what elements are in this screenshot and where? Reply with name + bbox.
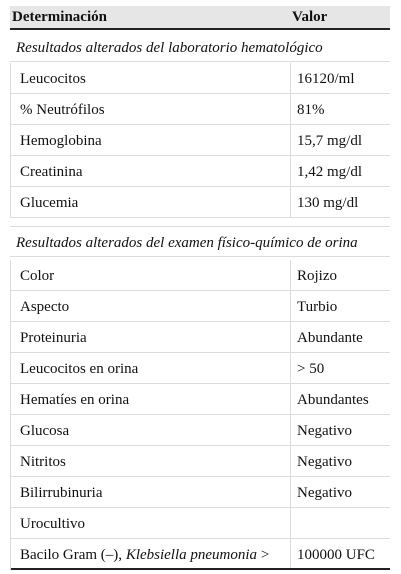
section-title-orina xyxy=(10,227,390,257)
row-name: Urocultivo xyxy=(20,516,85,532)
table-row xyxy=(10,322,390,353)
row-name: Proteinuria xyxy=(20,330,87,346)
header-valor: Valor xyxy=(292,9,328,25)
table-header xyxy=(10,6,390,30)
row-value: Turbio xyxy=(297,299,338,315)
row-name: Creatinina xyxy=(20,164,83,180)
section-title-text: Resultados alterados del laboratorio hematológico xyxy=(16,40,323,56)
section-spacer xyxy=(10,218,390,227)
table-row xyxy=(10,94,390,125)
section-title-text: Resultados alterados del examen físico-químico de orina xyxy=(16,235,358,251)
header-determinacion: Determinación xyxy=(12,9,107,25)
row-value: 1,42 mg/dl xyxy=(297,164,363,180)
row-value: 130 mg/dl xyxy=(297,195,359,211)
row-name: Glucemia xyxy=(20,195,79,211)
table-row xyxy=(10,260,390,291)
row-value: 15,7 mg/dl xyxy=(297,133,363,149)
table-row-last xyxy=(10,539,390,570)
row-name: Hemoglobina xyxy=(20,133,102,149)
table-row xyxy=(10,384,390,415)
table-row xyxy=(10,63,390,94)
row-value: 81% xyxy=(297,102,325,118)
table-row xyxy=(10,125,390,156)
row-value: > 50 xyxy=(297,361,325,377)
table-row xyxy=(10,187,390,218)
row-value: Rojizo xyxy=(297,268,337,284)
table-row xyxy=(10,477,390,508)
row-name: Leucocitos xyxy=(20,71,86,87)
row-value: Negativo xyxy=(297,485,352,501)
row-name xyxy=(20,547,269,564)
section-title-hematologico xyxy=(10,32,390,62)
table-row xyxy=(10,353,390,384)
table-row xyxy=(10,415,390,446)
row-value: Abundante xyxy=(297,330,363,346)
row-name-suffix: > xyxy=(257,547,270,563)
row-value: Negativo xyxy=(297,454,352,470)
row-name-organism: Klebsiella pneumonia xyxy=(125,547,258,563)
table-row xyxy=(10,508,390,539)
row-name-prefix: Bacilo Gram (–), xyxy=(20,547,126,563)
row-name: Leucocitos en orina xyxy=(20,361,139,377)
row-name: Hematíes en orina xyxy=(20,392,130,408)
row-name: Bilirrubinuria xyxy=(20,485,103,501)
table-row xyxy=(10,446,390,477)
row-name: Color xyxy=(20,268,55,284)
row-name: Glucosa xyxy=(20,423,70,439)
row-value: Abundantes xyxy=(297,392,369,408)
row-name: % Neutrófilos xyxy=(20,102,105,118)
row-value: Negativo xyxy=(297,423,352,439)
row-name: Aspecto xyxy=(20,299,70,315)
table-row xyxy=(10,291,390,322)
row-value: 100000 UFC xyxy=(297,547,375,563)
row-value: 16120/ml xyxy=(297,71,355,87)
table-row xyxy=(10,156,390,187)
row-name: Nitritos xyxy=(20,454,66,470)
